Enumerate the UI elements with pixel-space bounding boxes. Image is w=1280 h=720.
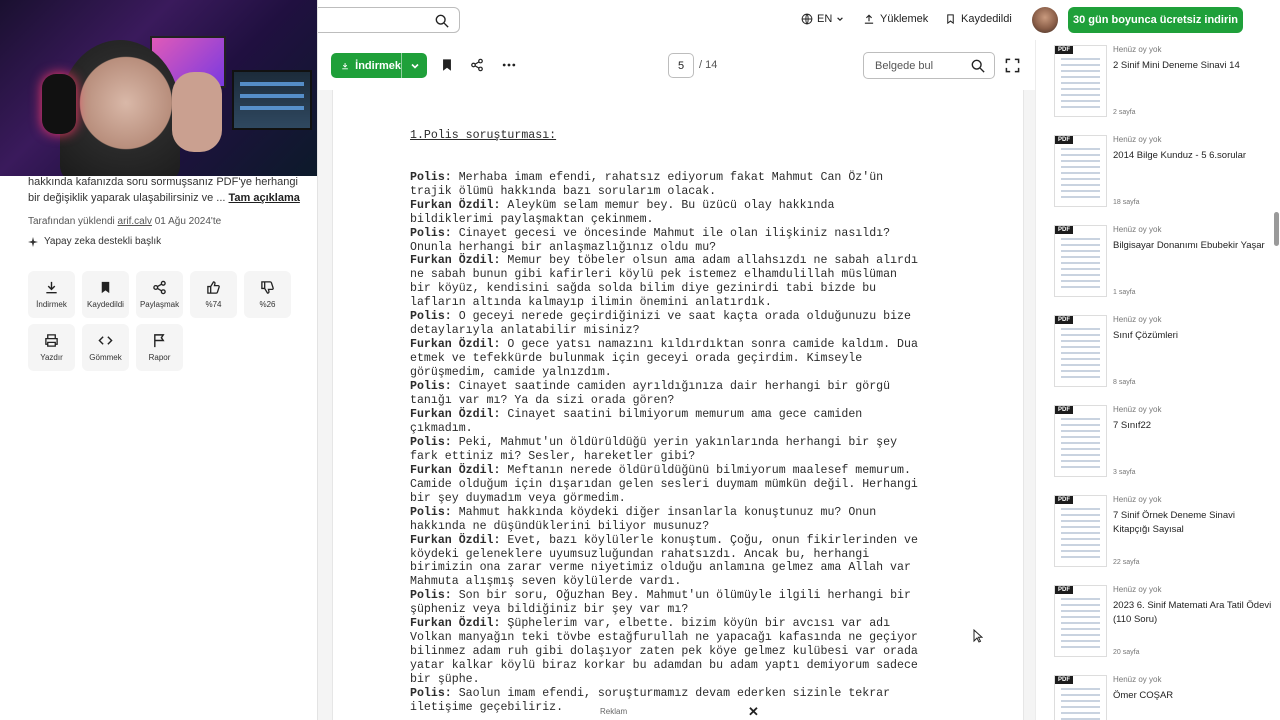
pdf-badge-icon: PDF (1055, 586, 1073, 594)
pdf-badge-icon: PDF (1055, 676, 1073, 684)
document-line (410, 687, 970, 701)
line-text: Cinayet gecesi ve öncesinde Mahmut ile olan ilişkiniz nasıldı? (451, 226, 891, 240)
document-line (410, 589, 970, 603)
document-line (410, 394, 970, 408)
thumbnail-preview (1061, 688, 1100, 720)
document-line (410, 254, 970, 268)
thumbnail-preview (1061, 418, 1100, 468)
line-text: görüşmedim, camide yalnızdım. (410, 366, 612, 380)
dislike-action[interactable] (244, 271, 291, 318)
speaker-label: Furkan Özdil: (410, 617, 501, 631)
bookmark-icon (98, 280, 113, 295)
document-line (410, 213, 970, 227)
document-text (410, 101, 970, 715)
document-line (410, 324, 970, 338)
document-line (410, 561, 970, 575)
chevron-down-icon (410, 61, 420, 71)
pdf-badge-icon: PDF (1055, 46, 1073, 54)
related-document-item[interactable] (1054, 675, 1274, 720)
document-line (410, 492, 970, 506)
document-line (410, 338, 970, 352)
saved-action[interactable] (82, 271, 129, 318)
search-icon[interactable] (435, 14, 449, 28)
speaker-label: Polis: (410, 589, 452, 603)
upload-button[interactable] (863, 13, 928, 25)
line-text: Şüphelerim var, elbette. bizim köyün bir avcısı var adı (500, 617, 891, 631)
thumbnail-preview (1061, 598, 1100, 648)
sidebar-scrollbar[interactable] (1273, 40, 1280, 720)
line-text: detaylarıyla anlatabilir misiniz? (410, 324, 640, 338)
document-line (410, 296, 970, 310)
document-description (28, 174, 310, 206)
rating-text: Henüz oy yok (1113, 225, 1162, 234)
line-text: Cinayet saatinde camiden ayrıldığınıza dair herhangi bir görgü (451, 380, 891, 394)
line-text: O geceyi nerede geçirdiğinizi ve saat kaçta orada olduğunuzu bize (451, 310, 911, 324)
line-text: Aleyküm selam memur bey. Bu üzücü olay hakkında (500, 198, 835, 212)
related-document-item[interactable] (1054, 135, 1274, 215)
line-text: bir şey duymadım veya görmedim. (410, 491, 626, 505)
related-document-title[interactable]: Bilgisayar Donanımı Ebubekir Yaşar (1113, 240, 1265, 251)
rating-text: Henüz oy yok (1113, 495, 1162, 504)
document-line (410, 534, 970, 548)
speaker-label: Polis: (410, 310, 452, 324)
document-thumbnail[interactable] (1054, 675, 1107, 720)
rating-text: Henüz oy yok (1113, 45, 1162, 54)
bookmark-icon[interactable] (440, 58, 454, 72)
line-text: Onunla herhangi bir anlaşmazlığınız oldu mu? (410, 240, 717, 254)
language-selector[interactable] (801, 13, 844, 25)
document-line (410, 282, 970, 296)
line-text: Cinayet saatini bilmiyorum memurum ama gece camiden (500, 407, 863, 421)
related-document-item[interactable] (1054, 585, 1274, 665)
related-document-title[interactable]: 2014 Bilge Kunduz - 5 6.sorular (1113, 150, 1247, 161)
document-thumbnail[interactable] (1054, 585, 1107, 657)
webcam-overlay (0, 0, 317, 176)
line-text: iletişime geçebiliriz. (410, 700, 564, 714)
line-text: yatar kalkar köylü biraz korkar bu adamdan bu adam yaptı demiyorum sadece (410, 659, 918, 673)
search-icon[interactable] (971, 59, 985, 73)
page-count: 18 sayfa (1113, 199, 1140, 206)
line-text: Volkan manyağın teki tövbe estağfurullah ne yapacağı kafasında ne geçiyor (410, 631, 918, 645)
speaker-label: Polis: (410, 226, 452, 240)
language-label: EN (817, 13, 833, 25)
speaker-label: Polis: (410, 170, 452, 184)
sparkle-icon (28, 237, 38, 247)
user-avatar[interactable] (1032, 7, 1058, 33)
print-action[interactable] (28, 324, 75, 371)
ai-title-note (28, 236, 161, 247)
page-number-input[interactable]: 5 (668, 53, 694, 78)
related-document-title[interactable]: 2023 6. Sinif Matemati Ara Tatil Ödevi (110 Soru) (1113, 600, 1272, 625)
related-document-title[interactable]: Sınıf Çözümleri (1113, 330, 1178, 341)
speaker-label: Furkan Özdil: (410, 533, 501, 547)
pdf-badge-icon: PDF (1055, 406, 1073, 414)
line-text: Son bir soru, Oğuzhan Bey. Mahmut'un ölümüyle ilgili herhangi bir (451, 589, 911, 603)
find-in-document-input[interactable] (863, 52, 995, 79)
free-trial-button[interactable]: 30 gün boyunca ücretsiz indirin (1068, 7, 1243, 33)
document-line (410, 673, 970, 687)
page-count: 2 sayfa (1113, 109, 1136, 116)
document-thumbnail[interactable] (1054, 225, 1107, 297)
download-main[interactable] (331, 53, 402, 78)
action-label: Yazdır (40, 353, 63, 362)
line-text: Merhaba imam efendi, rahatsız ediyorum fakat Mahmut Can Öz'ün (451, 170, 884, 184)
thumbnail-preview (1061, 238, 1100, 288)
action-label: %74 (205, 300, 222, 309)
action-label: Paylaşmak (139, 300, 180, 309)
thumbnail-preview (1061, 328, 1100, 378)
document-line (410, 352, 970, 366)
webcam-headset (42, 74, 76, 134)
speaker-label: Furkan Özdil: (410, 407, 501, 421)
document-line (410, 422, 970, 436)
document-thumbnail[interactable] (1054, 405, 1107, 477)
line-text: Memur bey töbeler olsun ama adam allahsızdı ne sabah alırdı (500, 254, 918, 268)
page-count: 8 sayfa (1113, 379, 1136, 386)
more-options-icon[interactable] (502, 58, 516, 72)
embed-icon (98, 333, 113, 348)
scrollbar-thumb[interactable] (1274, 212, 1279, 246)
saved-button[interactable] (945, 13, 1012, 25)
uploader-link[interactable]: arif.calv (117, 216, 152, 227)
related-documents-sidebar (1035, 40, 1280, 720)
speaker-label: Furkan Özdil: (410, 338, 501, 352)
page-count: 3 sayfa (1113, 469, 1136, 476)
line-text: O gece yatsı namazını kıldırdıktan sonra camide kaldım. Dua (500, 338, 918, 352)
document-line (410, 241, 970, 255)
line-text: Camide olduğum için dışarıdan gelen sesleri duymam mümkün değil. Herhangi (410, 477, 918, 491)
document-line (410, 701, 970, 715)
document-line (410, 631, 970, 645)
line-text: köydeki geleneklere uyumsuzluğundan rahatsızdı. Ancak bu, herhangi (410, 547, 870, 561)
document-thumbnail[interactable] (1054, 45, 1107, 117)
document-line (410, 227, 970, 241)
line-text: fark ettiniz mi? Sesler, hareketler gibi? (410, 449, 696, 463)
document-line (410, 450, 970, 464)
embed-action[interactable] (82, 324, 129, 371)
action-label: Rapor (148, 353, 171, 362)
like-action[interactable] (190, 271, 237, 318)
line-text: ne sabah bunun gibi kafirleri köylü pek istemez elhamdulillah müslüman (410, 268, 898, 282)
line-text: bir şüphe. (410, 673, 480, 687)
mouse-cursor-icon (973, 629, 983, 643)
line-text: birimizin ona zarar verme niyetimiz olduğu anlamına gelmez ama Allah var (410, 561, 911, 575)
document-line (410, 520, 970, 534)
document-line (410, 268, 970, 282)
rating-text: Henüz oy yok (1113, 315, 1162, 324)
line-text: çıkmadım. (410, 421, 473, 435)
document-line (410, 380, 970, 394)
action-label: Gömmek (89, 353, 122, 362)
upload-date: 01 Ağu 2024'te (154, 216, 222, 227)
page-count: 20 sayfa (1113, 649, 1140, 656)
speaker-label: Furkan Özdil: (410, 198, 501, 212)
print-icon (44, 333, 59, 348)
document-line (410, 575, 970, 589)
pdf-badge-icon: PDF (1055, 226, 1073, 234)
related-document-item[interactable] (1054, 405, 1274, 485)
document-line (410, 548, 970, 562)
document-page (332, 90, 1024, 720)
bookmark-icon (945, 13, 956, 25)
document-thumbnail[interactable] (1054, 135, 1107, 207)
thumbs-down-icon (260, 280, 275, 295)
chevron-down-icon (836, 15, 844, 23)
rating-text: Henüz oy yok (1113, 405, 1162, 414)
document-line (410, 185, 970, 199)
description-text: hakkında kafanızda soru sormuşsanız PDF'ye herhangi bir değişiklik yaparak ulaşabilirsiniz ve ... (28, 176, 298, 204)
document-viewer[interactable] (318, 90, 1035, 720)
line-text: Saolun imam efendi, soruşturmamız devam ederken sizinle tekrar (451, 687, 891, 701)
line-text: trajik ölümü hakkında bazı sorularım olacak. (410, 184, 717, 198)
document-line (410, 436, 970, 450)
action-label: Kaydedildi (87, 300, 124, 309)
pdf-badge-icon: PDF (1055, 316, 1073, 324)
report-action[interactable] (136, 324, 183, 371)
globe-icon (801, 13, 813, 25)
download-icon (44, 280, 59, 295)
upload-label: Yüklemek (880, 13, 929, 25)
page-total: / 14 (699, 59, 718, 71)
pdf-badge-icon: PDF (1055, 496, 1073, 504)
document-line (410, 310, 970, 324)
fullscreen-icon[interactable] (1005, 58, 1020, 73)
saved-label: Kaydedildi (961, 13, 1012, 25)
thumbnail-preview (1061, 148, 1100, 198)
page-count: 1 sayfa (1113, 289, 1136, 296)
document-line (410, 645, 970, 659)
line-text: lafların altında kalmayıp ilimin önemini anlatırdık. (410, 296, 772, 310)
thumbnail-preview (1061, 508, 1100, 558)
thumbnail-preview (1061, 58, 1100, 108)
related-document-title[interactable]: Ömer COŞAR (1113, 690, 1174, 701)
thumbs-up-icon (206, 280, 221, 295)
rating-text: Henüz oy yok (1113, 135, 1162, 144)
download-action[interactable] (28, 271, 75, 318)
line-text: Mahmut hakkında köydeki diğer insanlarla konuştunuz mu? Onun (451, 505, 877, 519)
related-document-title[interactable]: 7 Sinif Örnek Deneme Sinavi Kitapçığı Sayısal (1113, 510, 1235, 535)
rating-text: Henüz oy yok (1113, 675, 1162, 684)
ad-close-button[interactable]: ✕ (748, 704, 759, 719)
line-text: şüpheniz veya bildiğiniz bir şey var mı? (410, 603, 689, 617)
ai-title-label: Yapay zeka destekli başlık (44, 236, 162, 247)
document-line (410, 659, 970, 673)
rating-text: Henüz oy yok (1113, 585, 1162, 594)
document-line (410, 478, 970, 492)
related-document-item[interactable] (1054, 495, 1274, 575)
document-line (410, 464, 970, 478)
line-text: etmek ve tefekkürde bulunmak için geceyi orada geçirdim. Kimseyle (410, 352, 863, 366)
top-bar (318, 0, 1280, 40)
document-thumbnail[interactable] (1054, 315, 1107, 387)
ad-label: Reklam (600, 707, 628, 716)
site-search-input[interactable] (318, 7, 460, 33)
uploaded-by-prefix: Tarafından yüklendi (28, 216, 115, 227)
download-icon (341, 60, 349, 72)
document-heading: 1.Polis soruşturması: (410, 128, 557, 142)
line-text: Mahmuta alışmış seven köylülerde vardı. (410, 575, 682, 589)
speaker-label: Polis: (410, 380, 452, 394)
share-icon (152, 280, 167, 295)
document-line (410, 617, 970, 631)
webcam-hand (172, 72, 222, 152)
speaker-label: Polis: (410, 687, 452, 701)
share-action[interactable] (136, 271, 183, 318)
related-document-item[interactable] (1054, 45, 1274, 125)
flag-icon (152, 333, 167, 348)
document-line (410, 506, 970, 520)
document-line (410, 199, 970, 213)
webcam-person (60, 40, 180, 176)
document-thumbnail[interactable] (1054, 495, 1107, 567)
speaker-label: Furkan Özdil: (410, 254, 501, 268)
document-toolbar (318, 40, 1035, 90)
document-line (410, 171, 970, 185)
share-icon[interactable] (470, 58, 484, 72)
document-line (410, 366, 970, 380)
line-text: hakkında ne düşündüklerini biliyor musunuz? (410, 519, 710, 533)
page-count: 22 sayfa (1113, 559, 1140, 566)
action-label: %26 (259, 300, 276, 309)
document-line (410, 408, 970, 422)
action-grid (28, 271, 291, 371)
line-text: bilinmez adam ruh gibi dolaşıyor zaten pek köye gelmez kulübesi var orada (410, 645, 918, 659)
download-label: İndirmek (355, 59, 401, 72)
find-placeholder: Belgede bul (875, 59, 934, 72)
related-document-item[interactable] (1054, 225, 1274, 305)
full-description-link[interactable]: Tam açıklama (228, 192, 300, 204)
line-text: tanığı var mı? Ya da sizi orada gören? (410, 394, 675, 408)
uploaded-by (28, 216, 221, 227)
speaker-label: Furkan Özdil: (410, 463, 501, 477)
line-text: Peki, Mahmut'un öldürüldüğü yerin yakınlarında herhangi bir şey (451, 435, 898, 449)
line-text: bir köyüz, kendisini sağda solda bilim diye gezinirdi tabi bizde bu (410, 282, 877, 296)
action-label: İndirmek (36, 300, 67, 309)
download-button[interactable] (331, 53, 427, 78)
line-text: bildiklerimi paylaşmaktan çekinmem. (410, 212, 654, 226)
related-document-title[interactable]: 2 Sinif Mini Deneme Sinavi 14 (1113, 60, 1240, 71)
speaker-label: Polis: (410, 505, 452, 519)
download-options-toggle[interactable] (402, 61, 427, 71)
speaker-label: Polis: (410, 435, 452, 449)
line-text: Evet, bazı köylülerle konuştum. Çoğu, onun fikirlerinden ve (500, 533, 918, 547)
webcam-background-monitor (232, 70, 312, 130)
pdf-badge-icon: PDF (1055, 136, 1073, 144)
line-text: Meftanın nerede öldürüldüğünü bilmiyorum maalesef memurum. (500, 463, 911, 477)
related-document-title[interactable]: 7 Sınıf22 (1113, 420, 1152, 431)
upload-icon (863, 13, 875, 25)
document-line (410, 603, 970, 617)
related-document-item[interactable] (1054, 315, 1274, 395)
